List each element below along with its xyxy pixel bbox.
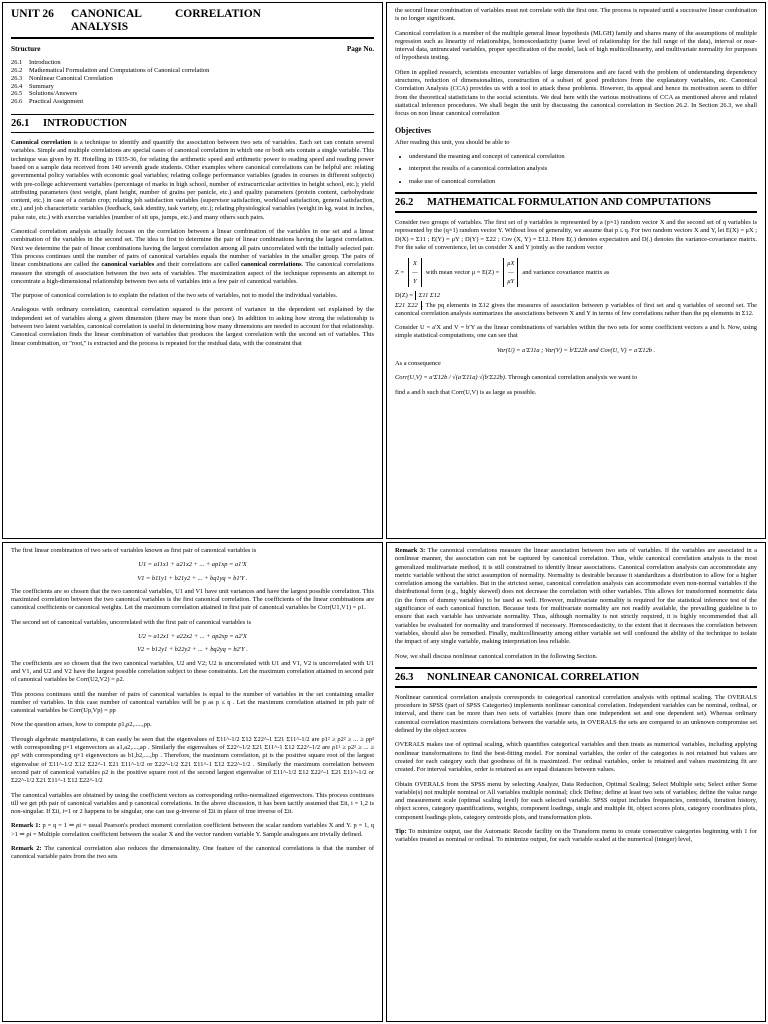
continuation-paragraph: the second linear combination of variables must not correlate with the first one. The process is repeated until a successive linear combination is no longer significant. (395, 7, 757, 23)
toc-item (11, 90, 374, 98)
z-matrix: X — Y (408, 258, 422, 287)
bold-term-canonical-variables: canonical variables (101, 261, 155, 269)
variance-equation: Var(U) = a′Σ11a ; Var(V) = b′Σ22b and Cov(U, V) = a′Σ12b . (496, 346, 656, 354)
dz-text: . The pq elements in Σ12 gives the measures of association between p variables of first set and q variables of second set. The canonical correlation analysis summarizes the associations between X and Y in terms of few correlations rather than the pq elements in Σ12. (395, 301, 757, 317)
toc-text: Introduction (29, 59, 61, 67)
remark-1 (11, 822, 374, 839)
objective-item: • understand the meaning and concept of canonical correlation (409, 153, 757, 161)
toc-text: Summary (29, 82, 54, 90)
remark-3-text: The canonical correlations measure the linear association between two sets of variables. If the variables are associated in a nonlinear manner, the association can not be captured by canonical correlation. Thus, while canonical correlation analysis is the most generalized multivariate method, it is still constrained to identify linear associations. Canonical correlation analysis can accommodate any metric variable without the strict assumption of normality. Normality is desirable because it standardizes a distribution to allow for a higher correlation among the variables. But in the strictest sense, canonical correlation analysis can accommodate even non-normal variables if the distributional form (e.g., highly skewed) does not decrease the correlation with other variables. This allows for transformed nonmetric data (in the form of dummy variables) to be used as well. However, multivariate normality is required for the statistical inference test of the significance of each canonical function. Because tests for multivariate normality are not readily available, the prevailing guideline is to ensure that each variable has univariate normality. Thus, although normality is not strictly required, it is highly recommended that all variables be evaluated for normality and transformed if necessary. Homoscedasticity, to the extent that it decreases the correlation between variables, should also be remedied. Finally, multicollinearity among either variable set will confound the ability of the technique to isolate the impact of any single variable, making interpretation less reliable. (395, 547, 757, 646)
toc-number: 26.6 (11, 98, 23, 106)
bold-term-canonical-correlations: canonical correlations (241, 261, 302, 269)
para-text: and their correlations are called (154, 261, 242, 269)
correlation-equation: Corr(U,V) = a′Σ12b / √(a′Σ11a) √(b′Σ22b) (395, 374, 505, 382)
consequence-label: As a consequence (395, 360, 441, 368)
u2-equation: U2 = a12x1 + a22x2 + ... + ap2xp = a2′X (138, 633, 247, 641)
nonlinear-paragraph-3: Obtain OVERALS from the SPSS menu by selecting Analyze, Data Reduction, Optimal Scaling; Select Multiple sets; Select either Some variable(s) not multiple nominal or All variables multiple nominal; click Define; define at least two sets of variables; define the value range and measurement scale (optimal scaling level) for each selected variable. SPSS output includes frequencies, centroids, iteration history, object scores, category quantifications, weights, component loadings, single and multiple fit, object scores plots, category coordinates plots, component loadings plots, category centroids plots, and transformation plots. (395, 780, 757, 821)
objectives-intro: After reading this unit, you should be able to (395, 138, 510, 146)
unit-heading (11, 8, 374, 34)
structure-header (11, 45, 374, 53)
linear-combination-paragraph: Consider U = a′X and V = b′Y as the linear combinations of variables within the two sets for some coefficient vectors a and b. Now, using simple statistical computations, one can see that (395, 324, 757, 340)
remark-2-text: The canonical correlation also reduces the dimensionality. One feature of the canonical correlations is that the number of canonical variable pairs from the two sets (11, 845, 374, 861)
unit-label: UNIT 26 (11, 8, 54, 20)
remark-3-label: Remark 3: (395, 547, 426, 554)
second-set-paragraph: The second set of canonical variables, uncorrelated with the first pair of canonical variables is (11, 618, 252, 626)
now-paragraph: Now, we shall discuss nonlinear canonical correlation in the following Section. (395, 652, 598, 660)
linear-combination-paragraph (11, 228, 374, 286)
toc-text: Nonlinear Canonical Correlation (29, 74, 113, 82)
toc-item (11, 98, 374, 106)
section-number: 26.1 (11, 118, 30, 130)
objective-item: • interpret the results of a canonical correlation analysis (409, 165, 757, 173)
coefficients2-paragraph: The coefficients are so chosen that the two canonical variables, U2 and V2; U2 is uncorrelated with U1 and V1, V2 is uncorrelated with U1 and V1, and U2 and V2 have the largest possible correlation subject to these constraints. Let the maximum correlation attained in second pair of canonical variables be Corr(U2,V2) = ρ2. (11, 659, 374, 684)
u1-equation: U1 = a11x1 + a21x2 + ... + ap1xp = a1′X (138, 561, 247, 569)
document-page-1 (2, 2, 383, 539)
nonlinear-paragraph-2: OVERALS makes use of optimal scaling, which quantifies categorical variables and then treats as numerical variables, including applying nonlinear transformations to find the best-fitting model. For nominal variables, the order of the categories is not retained but values are created for each category such that goodness of fit is maximized. For ordinal variables, order is retained and values maximizing fit are created. For interval variables, order is retained as are equal distances between values. (395, 741, 757, 774)
coefficients-paragraph: The coefficients are so chosen that the two canonical variables, U1 and V1 have unit variances and have the largest possible correlation. This maximized correlation between the two canonical variables is the first canonical correlation. The coefficients of the linear combinations are canonical coefficients or canonical weights. Let the maximum correlation attained in first pair of canonical variables be Corr(U1,V1) = ρ1. (11, 587, 374, 612)
mu-matrix: μX — μY (503, 258, 518, 287)
process-paragraph: This process continues until the number of pairs of canonical variables is equal to the number of variables in the set containing smaller number of variables. In this case number of canonical variables will be p as p ≤ q . Let the maximum correlation attained in pth pair of canonical variables be Corr(Up,Vp) = ρp (11, 690, 374, 715)
tip-label: Tip: (395, 828, 407, 836)
z-vector-definition (395, 258, 757, 287)
math-intro-paragraph: Consider two groups of variables. The first set of p variables is represented by a (p×1) random vector X and the second set of q variables is represented by the (q×1) random vector Y. Without loss of generality, we assume that p ≤ q. For two random vectors X and Y, let E(X) = μX ; D(X) = Σ11 ; E(Y) = μY ; D(Y) = Σ22 ; Cov (X, Y) = Σ12. Here E(.) denotes expectation and D(.) denotes the variance-covariance matrix. For the sake of convenience, let us consider X and Y jointly as the random vector (395, 219, 757, 251)
mlgh-paragraph: Canonical correlation is a member of the multiple general linear hypothesis (MLGH) family and shares many of the assumptions of multiple regression such as linearity of relationships, homoscedasticity (same level of relationship for the full range of the data), interval or near-interval data, untruncated variables, proper specification of the model, lack of high multicollinearity, and multivariate normality for purposes of hypothesis testing. (395, 29, 757, 62)
purpose-paragraph: The purpose of canonical correlation is to explain the relation of the two sets of variables, not to model the individual variables. (11, 292, 338, 300)
toc-number: 26.1 (11, 59, 23, 67)
section-heading-nonlinear (395, 667, 757, 688)
para-text: . The canonical correlations measure the strength of association between the two sets of variables. The maximization aspect of the technique represents an attempt to concentrate a high-dimensional relationship between two sets of variables into a few pair of canonical variables. (11, 261, 374, 285)
remark-1-label: Remark 1: (11, 822, 41, 830)
structure-label: Structure (11, 45, 41, 53)
dz-paragraph (395, 291, 757, 318)
remark-3 (395, 547, 757, 647)
toc-item (11, 75, 374, 83)
canonical-variables-paragraph: The canonical variables are obtained by using the coefficient vectors as corresponding ortho-normalized eigenvectors. This process continues till we get pth pair of canonical variables and p canonical correlations. In the above discussion, it has been tacitly assumed that Σii, i = 1,2 is non-singular. If Σii, i=1 or 2 happens to be singular, one can use g-inverse of Σii in place of true inverse of Σii. (11, 791, 374, 816)
section-heading-mathematical (395, 192, 757, 213)
sigma-matrix: Σ11 Σ12 Σ21 Σ22 (395, 292, 441, 309)
toc-text: Mathematical Formulation and Computations of Canonical correlation (29, 67, 210, 75)
section-number: 26.3 (395, 671, 414, 683)
toc-text: Practical Assignment (29, 98, 84, 106)
eigenvalue-paragraph: Through algebraic manipulations, it can easily be seen that the eigenvalues of Σ11^-1/2 Σ12 Σ22^-1 Σ21 Σ11^-1/2 are ρ1² ≥ ρ2² ≥ ... ≥ ρp² with corresponding p×1 eigenvectors as a1,a2,....,ap . Similarly the eigenvalues of Σ22^-1/2 Σ21 Σ11^-1 Σ12 Σ22^-1/2 are ρ1² ≥ ρ2² ≥ ... ≥ ρp² with corresponding q×1 eigenvectors as b1,b2,....,bp . Therefore, the maximum correlation, ρi is the positive square root of the largest eigenvalue of Σ11^-1/2 Σ12 Σ22^-1 Σ21 Σ11^-1/2 or Σ22^-1/2 Σ21 Σ11^-1 Σ12 Σ22^-1/2 . Similarly the maximum correlation between second pair of canonical variables ρ2 is the positive square root of the second largest eigenvalue of Σ11^-1/2 Σ12 Σ22^-1 Σ21 Σ11^-1/2 or Σ22^-1/2 Σ21 Σ11^-1 Σ12 Σ22^-1/2 (11, 735, 374, 785)
toc-item (11, 59, 374, 67)
intro-paragraph (11, 139, 374, 222)
section-title: NONLINEAR CANONICAL CORRELATION (427, 671, 640, 683)
document-page-4 (386, 542, 766, 1022)
toc-number: 26.2 (11, 67, 23, 75)
document-page-3 (2, 542, 383, 1022)
v2-equation: V2 = b12y1 + b22y2 + ... + bq2yq = b2′Y . (137, 646, 248, 654)
remark-2-label: Remark 2: (11, 845, 42, 853)
tip-text: To minimize output, use the Automatic Recode facility on the Transform menu to create consecutive categories beginning with 1 for variables treated as nominal or ordinal. To minimize output, for each variable scaled at the numerical (integer) level, (395, 828, 757, 844)
z-label: Z = (395, 268, 405, 276)
first-pair-paragraph: The first linear combination of two sets of variables known as first pair of canonical variables is (11, 547, 257, 554)
z-end-text: and variance covariance matrix as (522, 268, 610, 276)
toc-number: 26.3 (11, 74, 23, 82)
section-number: 26.2 (395, 197, 414, 209)
toc-number: 26.4 (11, 82, 23, 90)
question-paragraph: Now the question arises, how to compute ρ1,ρ2,.....,ρp. (11, 721, 152, 729)
toc-item (11, 83, 374, 91)
intro-bold-term: Canonical correlation (11, 139, 72, 147)
section-title: MATHEMATICAL FORMULATION AND COMPUTATIONS (427, 197, 711, 209)
heading-divider (11, 37, 374, 39)
correlation-tail: . Through canonical correlation analysis we want to (504, 374, 638, 382)
objective-item: • make use of canonical correlation (409, 178, 757, 186)
toc-item (11, 67, 374, 75)
objectives-list (395, 153, 757, 186)
table-of-contents (11, 59, 374, 106)
page-no-label: Page No. (346, 45, 374, 53)
applied-research-paragraph: Often in applied research, scientists encounter variables of large dimensions and are faced with the problem of understanding dependency structures, reduction of dimensionalities, construction of a subset of good predictors from the explanatory variables, etc. Canonical Correlation Analysis (CCA) provides us with a tool to attack these problems. However, its appeal and hence its motivation seem to differ from the theoretical statisticians to the social scientists. We deal here with the various motivations of CCA as mentioned above and related statistical inference procedures. We shall begin the unit by discussing the canonical correlation in Section 26.2. In Section 26.3, we shall focus on non linear canonical correlation (395, 68, 757, 118)
tip-paragraph (395, 828, 757, 845)
math-end-paragraph: find a and b such that Corr(U,V) is as large as possible. (395, 388, 537, 396)
v1-equation: V1 = b11y1 + b21y2 + ... + bq1yq = b1′Y . (137, 574, 248, 582)
dz-label: D(Z) = (395, 292, 413, 300)
toc-number: 26.5 (11, 90, 23, 98)
section-title: INTRODUCTION (43, 118, 128, 130)
section-heading-introduction (11, 114, 374, 133)
nonlinear-paragraph-1: Nonlinear canonical correlation analysis corresponds to categorical canonical correlation analysis with optimal scaling. The OVERALS procedure in SPSS (part of SPSS Categories) implements nonlinear canonical correlation. Independent variables can be nominal, ordinal, or interval, and there can be more than two sets of variables (more than one independent set and one dependent set). Whereas ordinary canonical correlation maximizes correlations between the variable sets, in OVERALS the sets are compared to an unknown compromise set defined by the object scores (395, 693, 757, 735)
toc-text: Solutions/Answers (29, 90, 78, 98)
remark-1-text: p = q = 1 ⇒ ρi = usual Pearson's product moment correlation coefficient between the scalar random variables X and Y. p = 1, q >1 ⇒ ρi = Multiple correlation coefficient between the scalar X and the vector random variable Y. Sample analogues are trivially defined. (11, 822, 374, 838)
z-mean-text: with mean vector μ = E(Z) = (425, 268, 500, 276)
intro-text: is a technique to identify and quantify the association between two sets of variables. Each set can contain several variables. Simple and multiple correlations are special cases of canonical correlation in which one or both sets contain a single variable. This technique was given by H. Hotelling in 1935-36, for relating the arithmetic speed and arithmetic power to reading speed and reading power based on a sample data received from 140 seventh grade students. Other examples where canonical correlations can be helpful are: relating governmental policy variables with economic goal variables; relating college performance variables (grades in courses in different subjects) with pre-college achievement variables (percentage of marks in high school, number of extracurricular activities in height school, etc.); yield attributing parameters (test weight, plant height, number of grains per panicle, etc.) and quality parameters (protein content, carbohydrate content, etc.) in case of a certain crop; relating job satisfaction variables (supervisor satisfaction, workload satisfaction, general satisfaction, etc.) and job characteristic variables (feedback, task identity, task variety, etc.); relating physiological variables (weight in kg, waist in inches, pulse rate, etc.) with exercise variables (number of sit ups, jumps, etc.) and many others such pairs. (11, 139, 374, 221)
document-page-2 (386, 2, 766, 539)
remark-2 (11, 845, 374, 862)
analogous-paragraph: Analogous with ordinary correlation, canonical correlation squared is the percent of variance in the dependent set explained by the independent set of variables along a given dimension (there may be more than one). In addition to asking how strong the relationship is between two latent variables, canonical correlation is useful in determining how many dimensions are needed to account for that relationship. Canonical correlation finds the linear combination of variables that produces the largest correlation with the second set of variables. This linear combination, or "root," is extracted and the process is repeated for the residual data, with the constraint that (11, 306, 374, 347)
unit-title: CANONICAL CORRELATION ANALYSIS (71, 8, 261, 33)
correlation-equation-line (395, 374, 757, 382)
para-text: Canonical correlation analysis actually focuses on the correlation between a linear combination of the variables in one set and a linear combination of the variables in the second set. The idea is first to determine the pair of linear combinations having the largest correlation. Next we determine the pair of linear combinations having the largest correlation among all pairs uncorrelated with the initially selected pair. This process continues until the number of pairs of canonical variables equals the number of variables in the smaller group. The pairs of linear combinations are called the (11, 228, 374, 269)
objectives-heading: Objectives (395, 125, 431, 135)
